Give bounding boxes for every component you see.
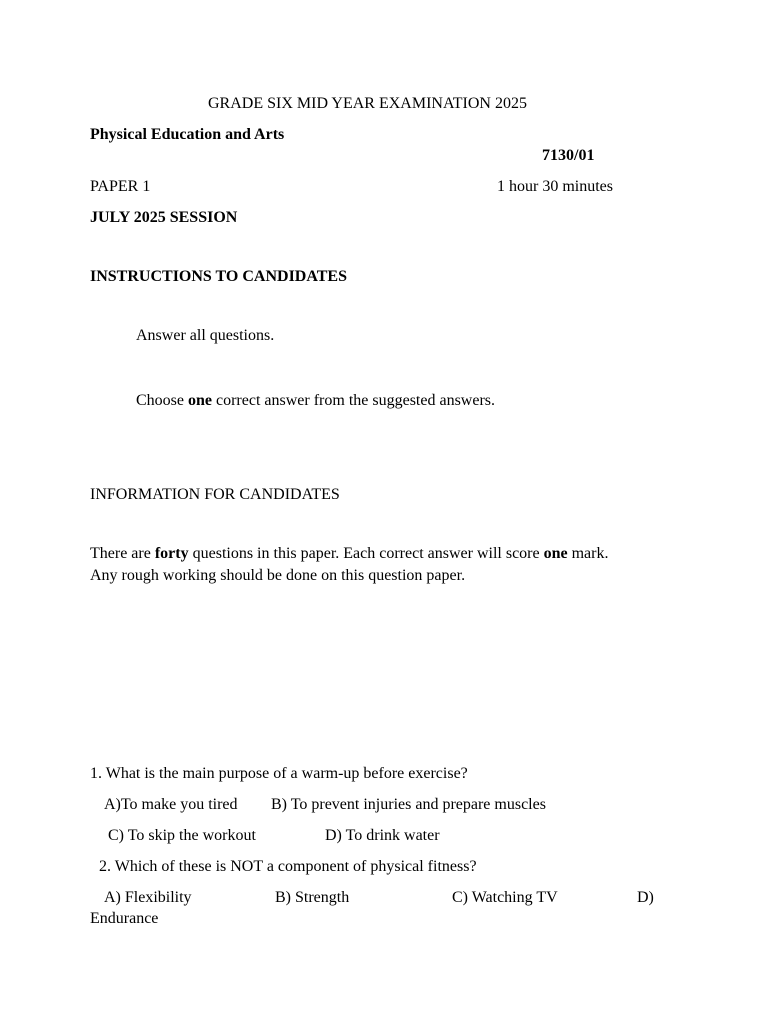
information-paragraph-1 [90,544,608,564]
question-2-text: 2. Which of these is NOT a component of physical fitness? [99,858,477,875]
exam-title: GRADE SIX MID YEAR EXAMINATION 2025 [208,95,527,112]
paper-code: 7130/01 [542,147,595,164]
question-1-option-c: C) To skip the workout [108,827,256,844]
question-1-option-b: B) To prevent injuries and prepare muscles [271,796,546,813]
paper-label: PAPER 1 [90,178,151,195]
info-text-before: There are [90,545,155,562]
info-emphasis-one: one [543,545,568,562]
instruction-emphasis-one: one [188,392,212,409]
question-2-option-d: D) [637,889,654,906]
question-2-option-d-continued: Endurance [90,910,159,927]
instruction-line-2-text-after: correct answer from the suggested answers. [212,392,496,409]
question-2-option-c: C) Watching TV [452,889,558,906]
information-heading: INFORMATION FOR CANDIDATES [90,486,340,503]
question-2-option-a: A) Flexibility [104,889,192,906]
instruction-line-2-text-before: Choose [136,392,188,409]
duration: 1 hour 30 minutes [497,178,613,195]
instruction-line-2 [136,391,495,411]
session-label: JULY 2025 SESSION [90,209,238,226]
subject-title: Physical Education and Arts [90,126,285,143]
information-paragraph-2: Any rough working should be done on this question paper. [90,567,466,584]
instructions-heading: INSTRUCTIONS TO CANDIDATES [90,268,347,285]
question-1-option-a: A)To make you tired [104,796,238,813]
info-emphasis-forty: forty [154,545,189,562]
info-text-after: mark. [567,545,609,562]
instruction-line-1: Answer all questions. [136,327,275,344]
question-1-option-d: D) To drink water [325,827,440,844]
question-1-text: 1. What is the main purpose of a warm-up before exercise? [90,765,468,782]
info-text-middle: questions in this paper. Each correct answer will score [188,545,544,562]
question-2-option-b: B) Strength [275,889,350,906]
